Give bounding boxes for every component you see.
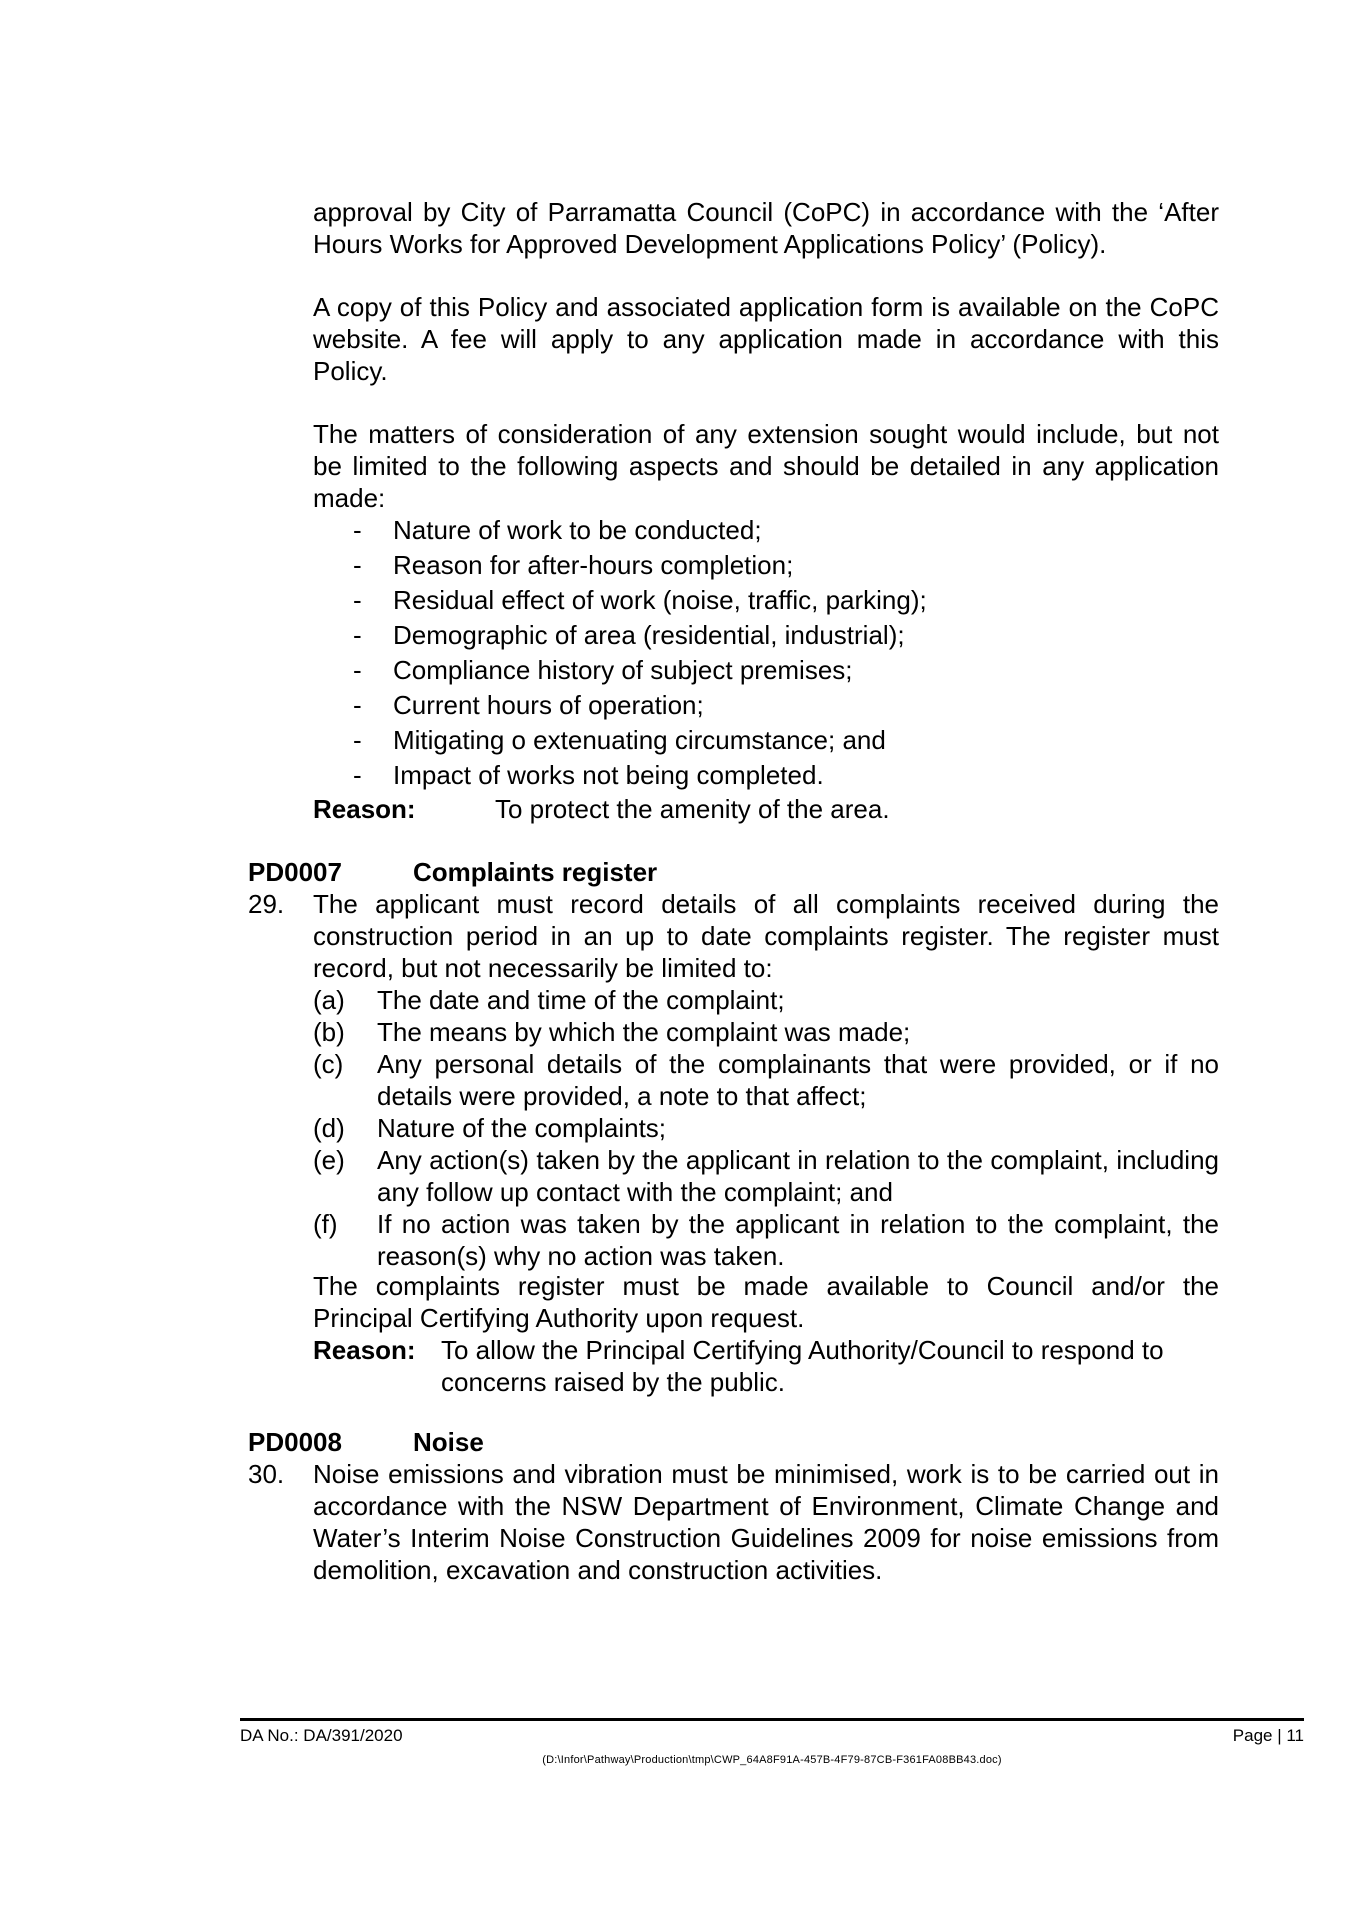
section-heading-pd0008 <box>248 1426 484 1458</box>
footer-divider <box>240 1718 1304 1721</box>
list-item: (f) If no action was taken by the applicant in relation to the complaint, the reason(s) why no action was taken. <box>313 1209 1219 1271</box>
list-item: - Impact of works not being completed. <box>353 760 824 790</box>
list-item: - Reason for after-hours completion; <box>353 550 794 580</box>
section-code: PD0007 <box>248 857 342 887</box>
list-item: (b) The means by which the complaint was made; <box>313 1017 911 1047</box>
intro-paragraph-1: approval by City of Parramatta Council (CoPC) in accordance with the ‘After Hours Works for Approved Development Applications Policy’ (Policy). <box>313 197 1219 259</box>
list-item: (c) Any personal details of the complainants that were provided, or if no details were provided, a note to that affect; <box>313 1049 1219 1111</box>
intro-paragraph-2: A copy of this Policy and associated application form is available on the CoPC website. A fee will apply to any application made in accordance with this Policy. <box>313 292 1219 386</box>
considerations-list <box>313 513 1219 793</box>
complaints-details-list <box>313 984 1219 1272</box>
list-item: (d) Nature of the complaints; <box>313 1113 667 1143</box>
list-item: - Demographic of area (residential, industrial); <box>353 620 905 650</box>
list-item: - Residual effect of work (noise, traffic, parking); <box>353 585 927 615</box>
list-item: - Compliance history of subject premises; <box>353 655 853 685</box>
intro-paragraph-3: The matters of consideration of any extension sought would include, but not be limited to the following aspects and should be detailed in any application made: <box>313 419 1219 513</box>
list-item: - Mitigating o extenuating circumstance; and <box>353 725 886 755</box>
noise-condition-text: Noise emissions and vibration must be minimised, work is to be carried out in accordance with the NSW Department of Environment, Climate Change and Water’s Interim Noise Construction Guidelines 2009 for noise emissions from demolition, excavation and construction activities. <box>313 1459 1219 1585</box>
footer-file-path: (D:\Infor\Pathway\Production\tmp\CWP_64A8F91A-457B-4F79-87CB-F361FA08BB43.doc) <box>542 1754 1002 1766</box>
section-heading-pd0007 <box>248 856 657 888</box>
footer-page-number: Page | 11 <box>1232 1726 1304 1745</box>
reason-text: To protect the amenity of the area. <box>495 794 890 824</box>
section-title: Noise <box>413 1427 484 1457</box>
section-title: Complaints register <box>413 857 658 887</box>
condition-lead: The applicant must record details of all complaints received during the construction period in an up to date complaints register. The register must record, but not necessarily be limited to: <box>313 889 1219 983</box>
list-item: - Current hours of operation; <box>353 690 704 720</box>
pd0007-reason <box>313 1334 1219 1398</box>
section-code: PD0008 <box>248 1427 342 1457</box>
list-item: - Nature of work to be conducted; <box>353 515 762 545</box>
list-item: (e) Any action(s) taken by the applicant in relation to the complaint, including any follow up contact with the complaint; and <box>313 1145 1219 1207</box>
reason-text: To allow the Principal Certifying Authority/Council to respond to concerns raised by the public. <box>441 1335 1164 1397</box>
reason-label: Reason: <box>313 1335 416 1365</box>
footer-da-number: DA No.: DA/391/2020 <box>240 1726 403 1745</box>
condition-number: 29. <box>248 889 285 919</box>
reason-label: Reason: <box>313 794 416 824</box>
list-item: (a) The date and time of the complaint; <box>313 985 785 1015</box>
condition-number: 30. <box>248 1459 285 1489</box>
condition-closing: The complaints register must be made available to Council and/or the Principal Certifying Authority upon request. <box>313 1271 1219 1333</box>
